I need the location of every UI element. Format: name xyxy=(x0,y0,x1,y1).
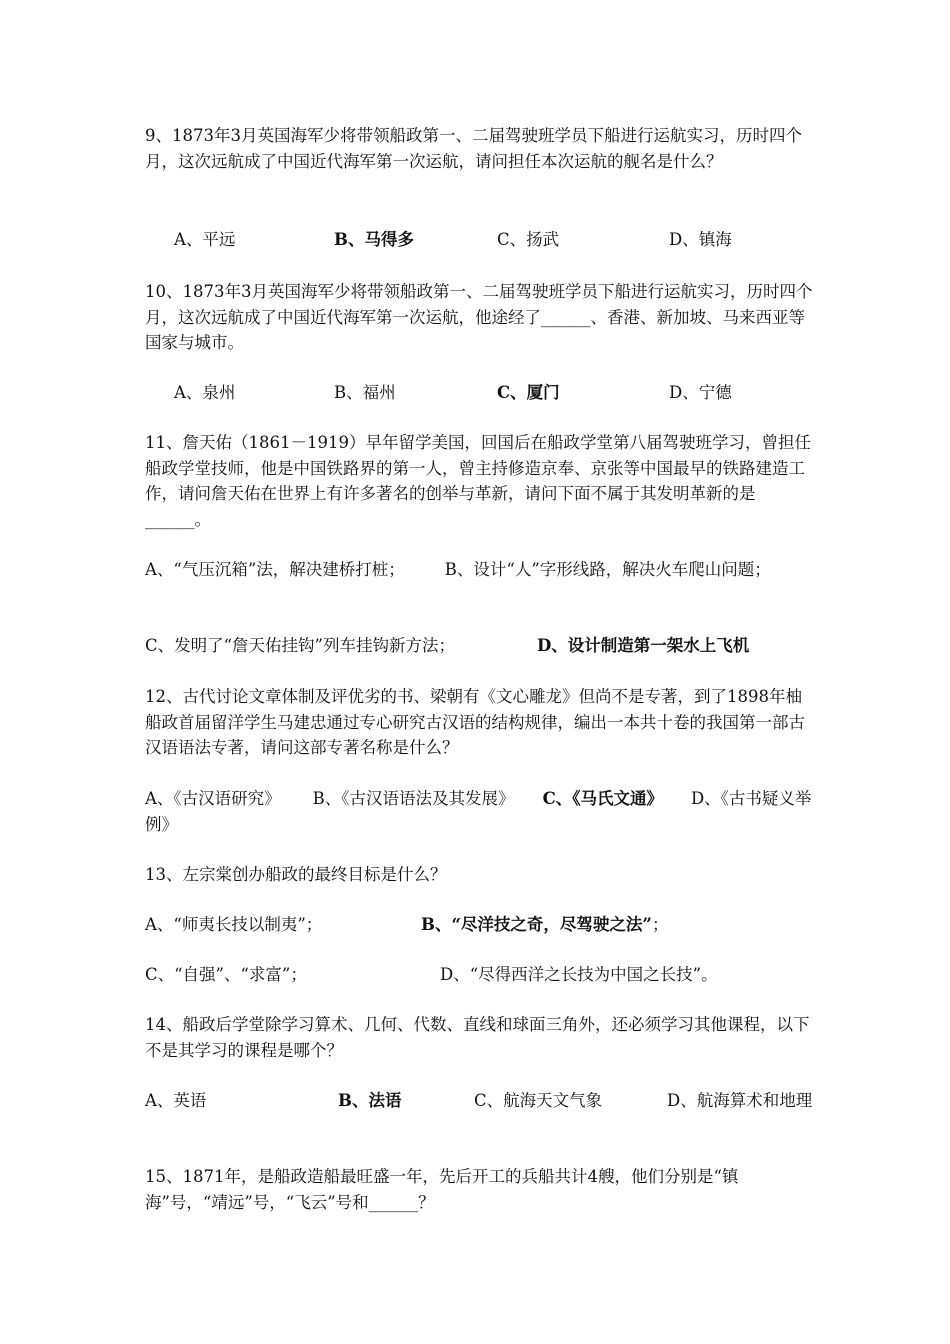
q14-option-b-answer: B、法语 xyxy=(338,1091,402,1110)
q9-option-c: C、扬武 xyxy=(497,230,560,249)
q13-options-cd xyxy=(0,962,950,988)
question-10 xyxy=(145,279,815,356)
q14-option-d: D、航海算术和地理 xyxy=(667,1091,813,1110)
q12-option-c-answer: C、《马氏文通》 xyxy=(542,789,663,808)
q9-option-a: A、平远 xyxy=(174,230,236,249)
q14-option-d-wrap xyxy=(145,1088,815,1114)
q10-option-b: B、福州 xyxy=(334,383,396,402)
question-13-text: 13、左宗棠创办船政的最终目标是什么？ xyxy=(145,865,447,884)
q13-option-b-answer: B、“尽洋技之奇，尽驾驶之法” xyxy=(421,915,652,934)
question-10-options xyxy=(0,380,950,406)
question-15-text: 15、1871年，是船政造船最旺盛一年，先后开工的兵船共计4艘，他们分别是“镇海”号，“靖远”号，“飞云”号和______？ xyxy=(145,1167,739,1212)
q9-option-b-answer: B、马得多 xyxy=(334,230,414,249)
q11-options-ab xyxy=(145,557,815,583)
question-14-text: 14、船政后学堂除学习算术、几何、代数、直线和球面三角外，还必须学习其他课程，以下不是其学习的课程是哪个？ xyxy=(145,1015,810,1060)
question-9 xyxy=(145,123,815,174)
q10-option-a: A、泉州 xyxy=(174,383,236,402)
q13-option-d: D、“尽得西洋之长技为中国之长技”。 xyxy=(440,965,718,984)
q13-option-b-tail: ； xyxy=(651,915,669,934)
q12-option-a: A、《古汉语研究》 xyxy=(145,789,281,808)
question-11 xyxy=(145,430,815,532)
q11-options-cd xyxy=(0,633,950,659)
q11-option-c: C、发明了“詹天佑挂钩”列车挂钩新方法； xyxy=(145,636,455,655)
q13-options-ab xyxy=(0,912,950,938)
q11-option-a: A、“气压沉箱”法，解决建桥打桩； xyxy=(145,560,405,579)
q12-options xyxy=(145,786,815,837)
q11-option-d-answer: D、设计制造第一架水上飞机 xyxy=(537,636,750,655)
question-12 xyxy=(145,684,815,761)
question-11-text: 11、詹天佑（1861－1919）早年留学美国，回国后在船政学堂第八届驾驶班学习，曾担任船政学堂技师，他是中国铁路界的第一人，曾主持修造京奉、京张等中国最早的铁路建造工作，请问詹天佑在世界上有许多著名的创举与革新，请问下面不属于其发明革新的是______。 xyxy=(145,433,811,529)
q13-option-a: A、“师夷长技以制夷”； xyxy=(145,915,323,934)
question-15 xyxy=(145,1164,815,1215)
q11-option-b: B、设计“人”字形线路，解决火车爬山问题； xyxy=(444,560,771,579)
q13-option-c: C、“自强”、“求富”； xyxy=(145,965,307,984)
q14-option-c: C、航海天文气象 xyxy=(474,1091,603,1110)
question-9-text: 9、1873年3月英国海军少将带领船政第一、二届驾驶班学员下船进行运航实习，历时四个月，这次远航成了中国近代海军第一次运航，请问担任本次运航的舰名是什么？ xyxy=(145,126,802,171)
q10-option-d: D、宁德 xyxy=(669,383,732,402)
question-13 xyxy=(145,862,815,888)
question-14 xyxy=(145,1012,815,1063)
q14-option-a: A、英语 xyxy=(145,1091,207,1110)
question-9-options xyxy=(0,227,950,253)
question-10-text: 10、1873年3月英国海军少将带领船政第一、二届驾驶班学员下船进行运航实习，历时四个月，这次远航成了中国近代海军第一次运航，他途经了______、香港、新加坡、马来西亚等国家与城市。 xyxy=(145,282,813,352)
q12-option-d: D、《古书疑义举例》 xyxy=(145,789,812,834)
q12-option-b: B、《古汉语语法及其发展》 xyxy=(312,789,515,808)
question-12-text: 12、古代讨论文章体制及评优劣的书、梁朝有《文心雕龙》但尚不是专著，到了1898年柚船政首届留洋学生马建忠通过专心研究古汉语的结构规律，编出一本共十卷的我国第一部古汉语语法专著，请问这部专著名称是什么？ xyxy=(145,687,805,757)
q13-option-b-wrap xyxy=(421,912,668,938)
q10-option-c-answer: C、厦门 xyxy=(497,383,560,402)
q9-option-d: D、镇海 xyxy=(669,230,732,249)
